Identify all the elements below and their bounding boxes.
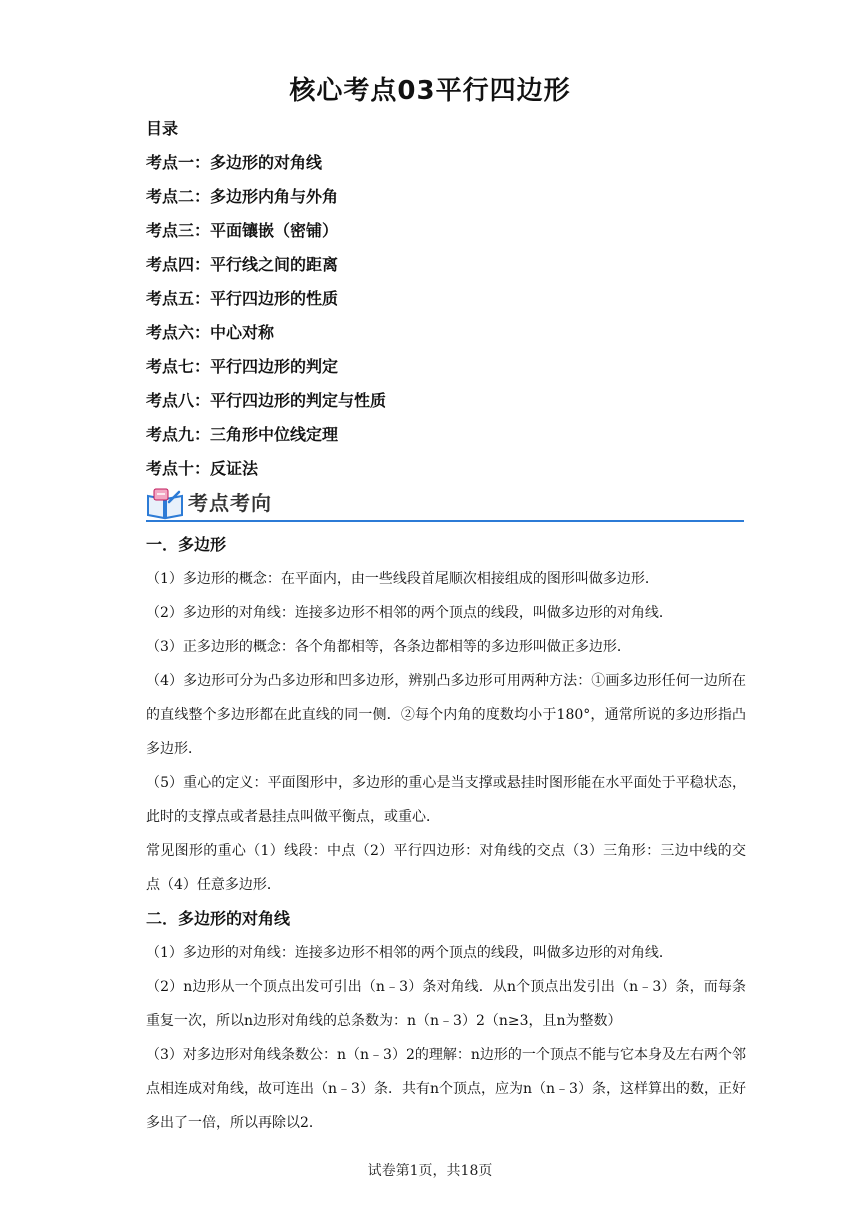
toc-item: 考点五：平行四边形的性质: [146, 289, 339, 308]
toc-item: 考点三：平面镶嵌（密铺）: [146, 221, 339, 240]
paragraph: （4）多边形可分为凸多边形和凹多边形，辨别凸多边形可用两种方法：①画多边形任何一边所在的直线整个多边形都在此直线的同一侧．②每个内角的度数均小于180°，通常所说的多边形指凸多边形．: [146, 673, 746, 757]
book-icon: [146, 488, 184, 520]
page-title: 核心考点03平行四边形: [289, 76, 571, 106]
toc-item: 考点六：中心对称: [146, 323, 275, 342]
toc-item: 考点七：平行四边形的判定: [146, 357, 339, 376]
banner-label: 考点考向: [188, 491, 272, 515]
paragraph: 常见图形的重心（1）线段：中点（2）平行四边形：对角线的交点（3）三角形：三边中线的交点（4）任意多边形．: [146, 843, 746, 893]
toc-item: 考点十：反证法: [146, 459, 259, 478]
section-banner: [146, 486, 744, 522]
toc-heading: 目录: [146, 119, 179, 138]
toc-item: 考点八：平行四边形的判定与性质: [146, 391, 387, 410]
paragraph: （1）多边形的对角线：连接多边形不相邻的两个顶点的线段，叫做多边形的对角线．: [146, 945, 673, 961]
paragraph: （2）n边形从一个顶点出发可引出（n﹣3）条对角线．从n个顶点出发引出（n﹣3）条，而每条重复一次，所以n边形对角线的总条数为：n（n﹣3）2（n≥3，且n为整数）: [146, 979, 746, 1029]
banner-divider: [146, 520, 744, 522]
paragraph: （1）多边形的概念：在平面内，由一些线段首尾顺次相接组成的图形叫做多边形．: [146, 571, 659, 587]
paragraph: （3）正多边形的概念：各个角都相等，各条边都相等的多边形叫做正多边形．: [146, 639, 631, 655]
paragraph: （2）多边形的对角线：连接多边形不相邻的两个顶点的线段，叫做多边形的对角线．: [146, 605, 673, 621]
page-footer: 试卷第1页，共18页: [367, 1163, 493, 1179]
toc-item: 考点二：多边形内角与外角: [146, 187, 339, 206]
toc-item: 考点一：多边形的对角线: [146, 153, 323, 172]
paragraph: （3）对多边形对角线条数公：n（n﹣3）2的理解：n边形的一个顶点不能与它本身及左右两个邻点相连成对角线，故可连出（n﹣3）条．共有n个顶点，应为n（n﹣3）条，这样算出的数，正好多出了一倍，所以再除以2．: [146, 1047, 746, 1131]
section-heading: 二．多边形的对角线: [146, 909, 291, 928]
table-of-contents: [146, 116, 386, 490]
main-content: [146, 528, 746, 1140]
toc-item: 考点四：平行线之间的距离: [146, 255, 339, 274]
paragraph: （5）重心的定义：平面图形中，多边形的重心是当支撑或悬挂时图形能在水平面处于平稳状态，此时的支撑点或者悬挂点叫做平衡点，或重心．: [146, 775, 746, 825]
section-heading: 一．多边形: [146, 535, 227, 554]
toc-item: 考点九：三角形中位线定理: [146, 425, 339, 444]
